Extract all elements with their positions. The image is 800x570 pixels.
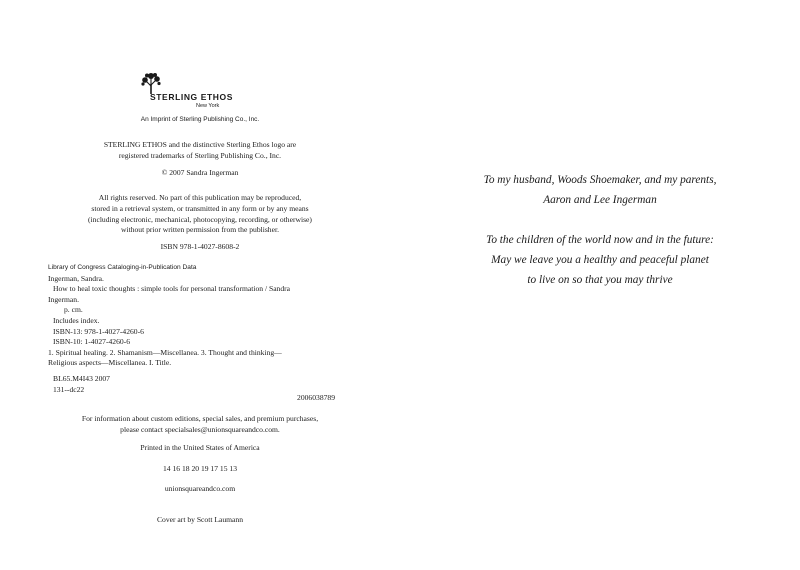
cip-author: Ingerman, Sandra.	[48, 273, 104, 283]
text-line: without prior written permission from the publisher.	[121, 225, 279, 235]
text-line: STERLING ETHOS and the distinctive Sterling Ethos logo are	[103, 140, 297, 149]
cip-isbn10: ISBN-10: 1-4027-4260-6	[53, 337, 130, 347]
dedication-children	[400, 230, 800, 290]
dedication-line: to live on so that you may thrive	[527, 274, 673, 286]
dedication-line: May we leave you a healthy and peaceful planet	[491, 254, 709, 266]
logo-name: STERLING ETHOS	[150, 92, 234, 102]
text-line: registered trademarks of Sterling Publishing Co., Inc.	[118, 150, 282, 160]
cip-data	[48, 263, 348, 369]
dedication-family	[400, 170, 800, 210]
text-line: For information about custom editions, special sales, and premium purchases,	[81, 414, 319, 423]
call-number	[48, 374, 348, 395]
dedication-line: To the children of the world now and in the future:	[486, 234, 714, 246]
cip-isbn13: ISBN-13: 978-1-4027-4260-6	[53, 326, 144, 336]
cip-pages: p. cm.	[64, 305, 83, 315]
website: unionsquareandco.com	[164, 484, 236, 493]
cip-book-title-cont: Ingerman.	[48, 294, 79, 304]
rights-notice	[40, 193, 360, 236]
text-line: please contact specialsales@unionsquareandco.com.	[120, 424, 280, 434]
lccn-number: 2006038789	[297, 393, 335, 402]
cip-title: Library of Congress Cataloging-in-Publication Data	[48, 264, 197, 271]
custom-editions-notice	[40, 414, 360, 436]
cip-subjects-cont: Religious aspects—Miscellanea. I. Title.	[48, 358, 172, 368]
text-line: stored in a retrieval system, or transmitted in any form or by any means	[91, 203, 309, 213]
printed-line: Printed in the United States of America	[140, 443, 260, 452]
cip-subjects: 1. Spiritual healing. 2. Shamanism—Miscellanea. 3. Thought and thinking—	[48, 347, 282, 357]
dedication-page	[400, 0, 800, 570]
text-line: All rights reserved. No part of this publication may be reproduced,	[98, 193, 302, 202]
classification-line: 131--dc22	[53, 384, 85, 394]
cover-art-credit: Cover art by Scott Laumann	[156, 515, 244, 524]
dedication-line: Aaron and Lee Ingerman	[543, 194, 657, 206]
text-line: (including electronic, mechanical, photocopying, recording, or otherwise)	[88, 214, 312, 224]
isbn-main: ISBN 978-1-4027-8608-2	[160, 242, 240, 251]
dedication-line: To my husband, Woods Shoemaker, and my parents,	[483, 174, 717, 186]
imprint-line: An Imprint of Sterling Publishing Co., Inc.	[140, 116, 260, 123]
copyright-line: © 2007 Sandra Ingerman	[161, 168, 239, 177]
trademark-notice	[40, 140, 360, 162]
cip-book-title: How to heal toxic thoughts : simple tools for personal transformation / Sandra	[53, 284, 291, 294]
tree-icon	[140, 72, 162, 94]
call-number-line: BL65.M4I43 2007	[53, 374, 110, 383]
cip-index: Includes index.	[53, 315, 100, 325]
printing-numbers: 14 16 18 20 19 17 15 13	[162, 464, 238, 473]
logo-city: New York	[196, 103, 220, 109]
